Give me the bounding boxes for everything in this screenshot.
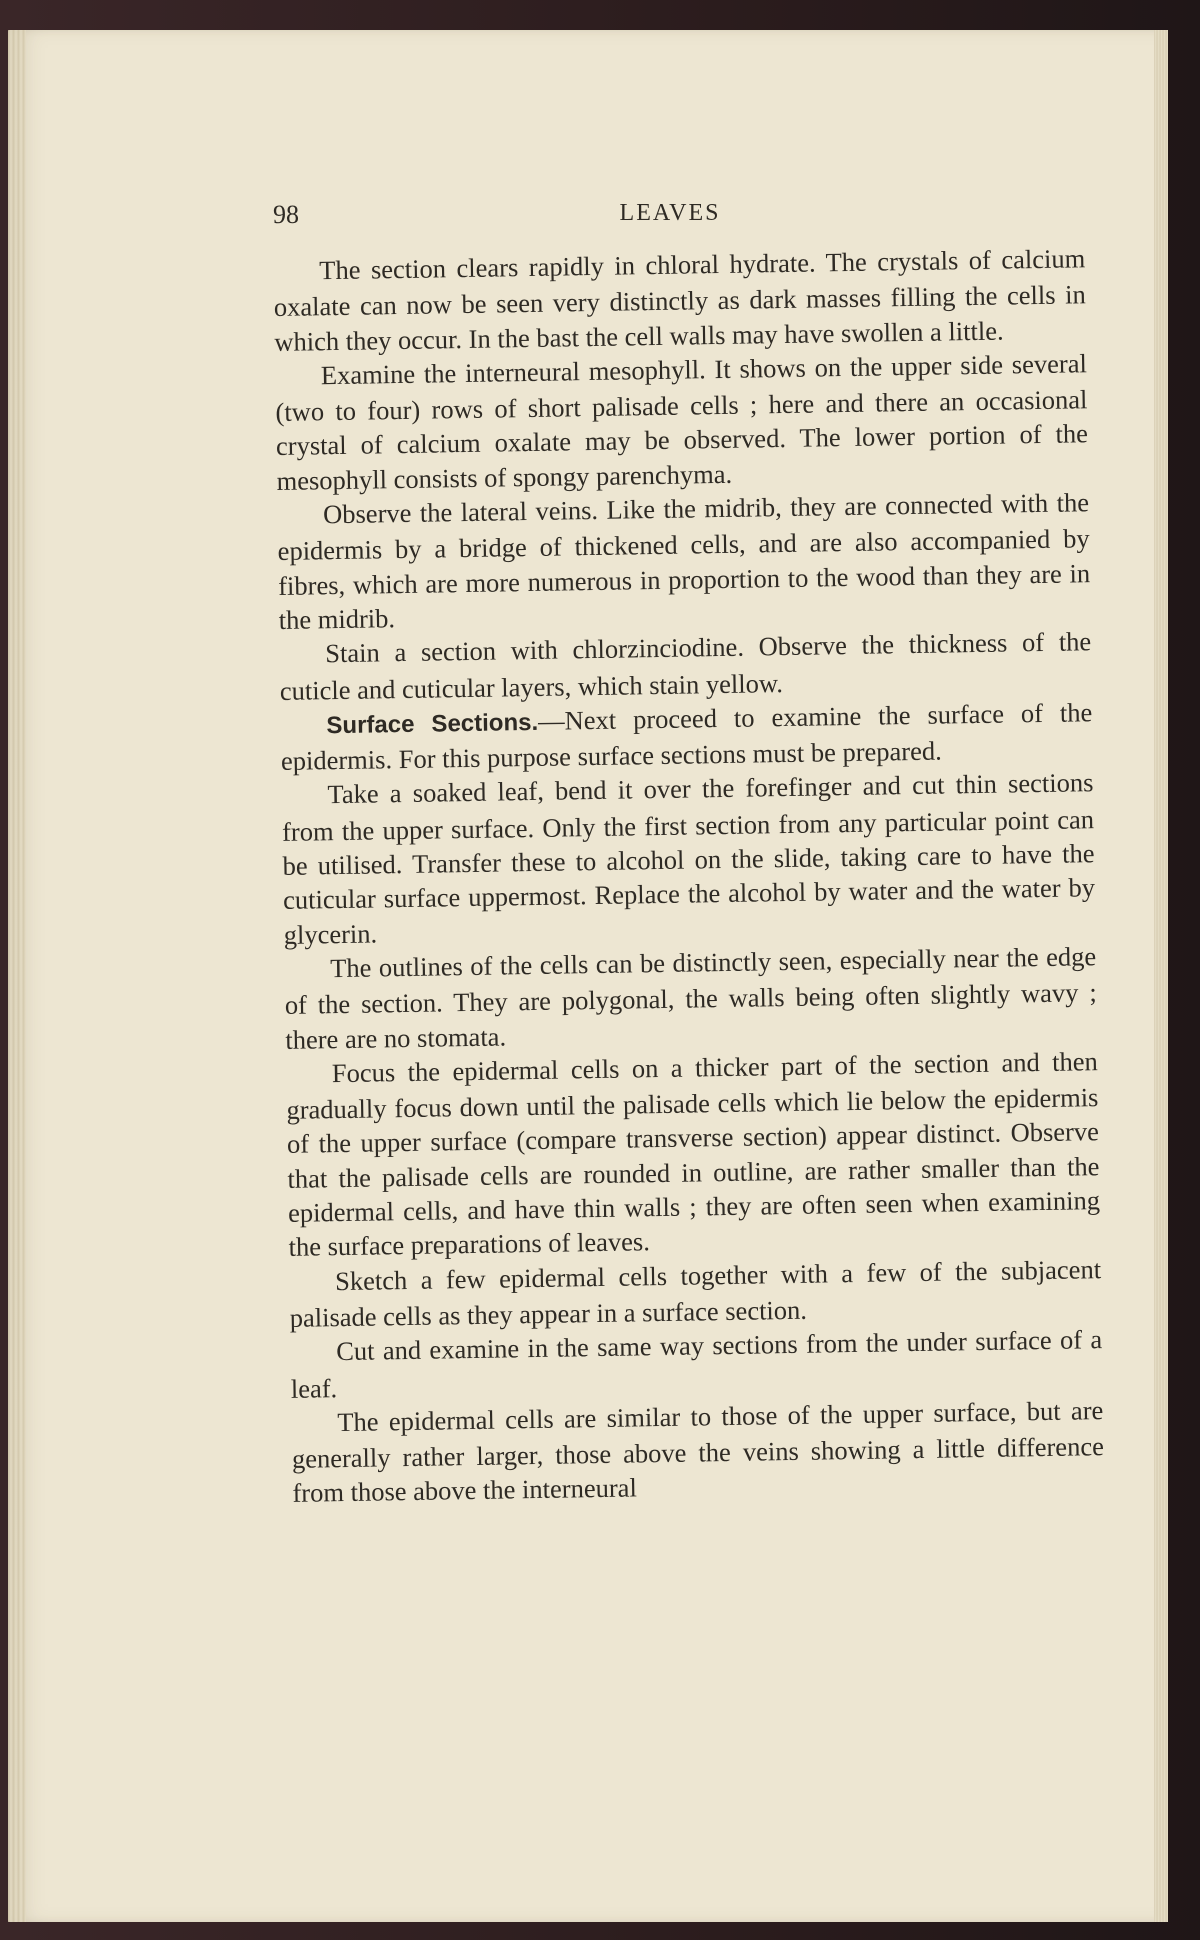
paragraph [291,1393,1105,1511]
paragraph-text: The section clears rapidly in chloral hydrate. The crystals of calcium oxalate can now be seen very distinctly as dark masses filling the cells in which they occur. In the bast the cell walls may have swollen a little. [273,243,1086,357]
page-number: 98 [273,200,299,229]
paragraph [290,1322,1103,1405]
paragraph-text: Stain a section with chlorzinciodine. Observe the thickness of the cuticle and cuticular layers, which stain yellow. [279,626,1092,706]
body-text [273,241,1105,1510]
paragraph [273,241,1087,359]
paragraph-text: —Next proceed to examine the surface of the epidermis. For this purpose surface sections must be prepared. [280,697,1093,777]
paragraph-text: Take a soaked leaf, bend it over the forefinger and cut thin sections from the upper surface. Only the first section from any particular point can be utilised. Transfer these to alcohol on the slide, taking care to have the cuticular surface uppermost. Replace the alcohol by water and the water by glycerin. [281,767,1096,950]
paragraph [289,1252,1102,1335]
paragraph [275,346,1089,498]
paragraph-text: Focus the epidermal cells on a thicker part of the section and then gradually focus down until the palisade cells which lie below the epidermis of the upper surface (compare transverse section) appear distinct. Observe that the palisade cells are rounded in outline, are rather smaller than the epidermal cells, and have thin walls ; they are often seen when examining the surface preparations of leaves. [286,1045,1101,1263]
paragraph-text: The outlines of the cells can be distinctly seen, especially near the edge of the section. They are polygonal, the walls being often slightly wavy ; there are no stomata. [284,941,1097,1055]
page-gutter [8,30,26,1922]
paragraph [286,1044,1101,1265]
paragraph-text: Examine the interneural mesophyll. It shows on the upper side several (two to four) rows of short palisade cells ; here and there an occasional crystal of calcium oxalate may be observed. The lower portion of the mesophyll consists of spongy parenchyma. [275,348,1089,496]
paragraph-text: Cut and examine in the same way sections from the under surface of a leaf. [290,1324,1103,1404]
paragraph [284,939,1098,1057]
paragraph-text: Observe the lateral veins. Like the midrib, they are connected with the epidermis by a bridge of thickened cells, and are also accompanied by fibres, which are more numerous in proportion to the wood than they are in the midrib. [277,487,1091,635]
section-heading-surface-sections: Surface Sections. [326,708,539,740]
paragraph-text: The epidermal cells are similar to those of the upper surface, but are generally rather larger, those above the veins showing a little difference from those above the interneural [291,1394,1105,1509]
page-header [260,200,1080,240]
paragraph [277,485,1091,637]
paragraph [281,766,1096,952]
paragraph [280,695,1093,778]
running-head: LEAVES [619,200,721,226]
paragraph [279,624,1092,707]
paragraph-text: Sketch a few epidermal cells together with a few of the subjacent palisade cells as they appear in a surface section. [289,1253,1102,1333]
page-stack-edge [1154,30,1168,1922]
